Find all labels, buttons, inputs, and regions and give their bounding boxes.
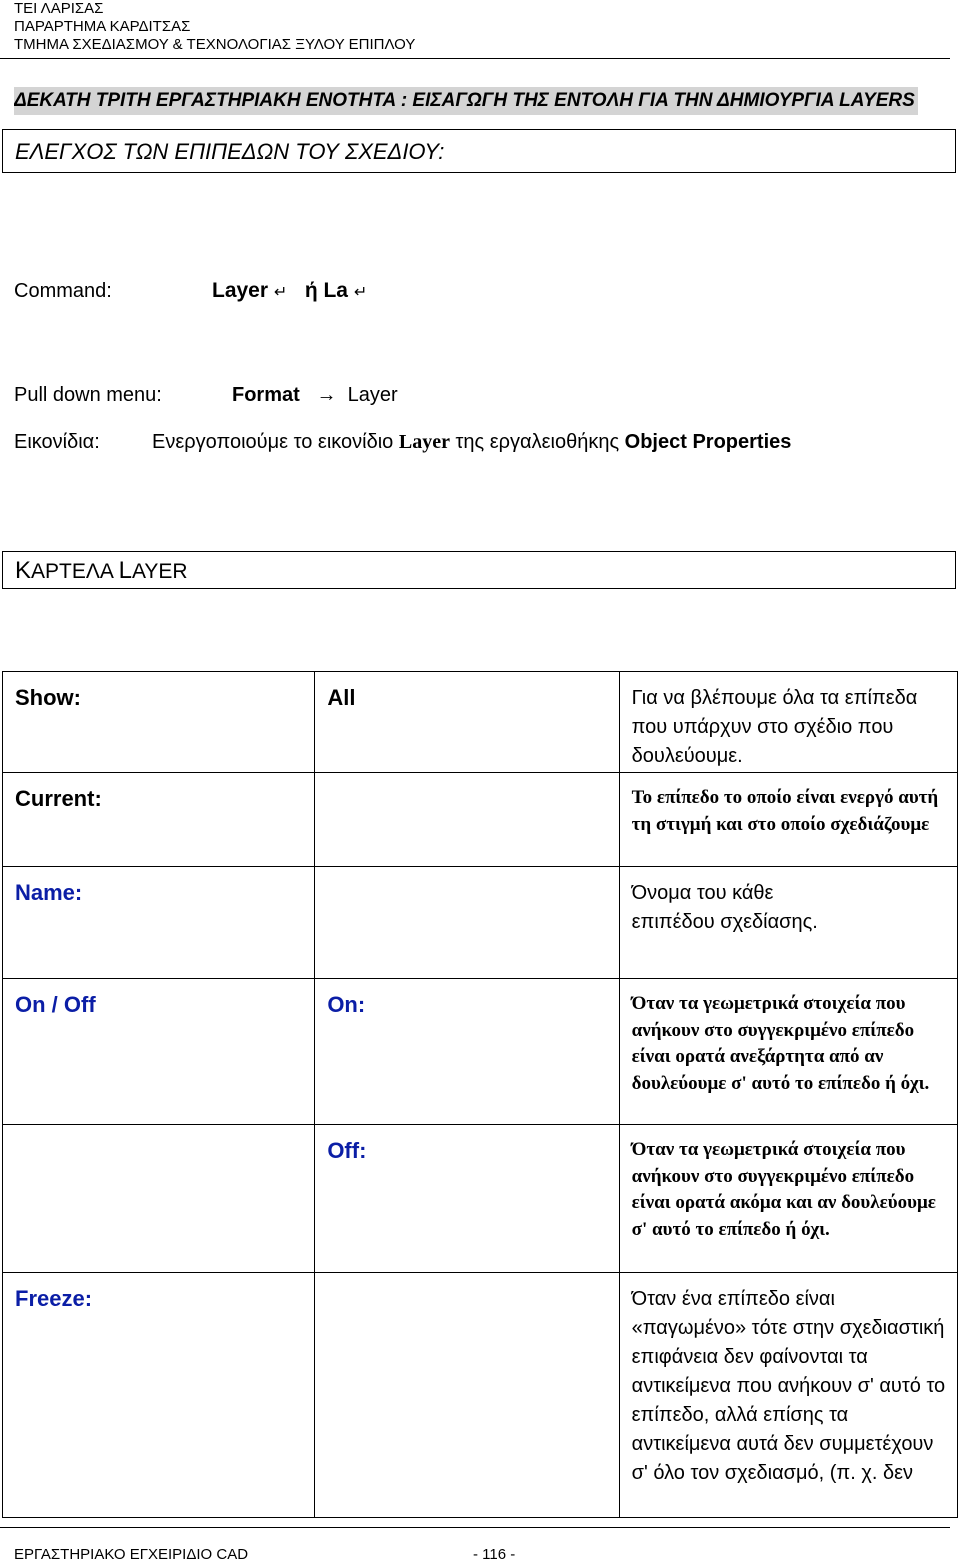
row-off-desc: Όταν τα γεωμετρικά στοιχεία που ανήκουν στο συγγεκριμένο επίπεδο είναι ορατά ακόμα και αν δουλεύουμε σ' αυτό το επίπεδο ή όχι. xyxy=(631,1139,936,1240)
table-cell xyxy=(315,1125,619,1273)
enter-icon: ↵ xyxy=(273,284,288,301)
page-number: - 116 - xyxy=(473,1546,516,1563)
footer-rule xyxy=(0,1527,950,1528)
table-cell xyxy=(315,979,619,1125)
row-on-value: On: xyxy=(327,992,366,1017)
table-row xyxy=(3,979,958,1125)
row-current-label: Current: xyxy=(15,786,102,811)
header-department: ΤΜΗΜΑ ΣΧΕΔΙΑΣΜΟΥ & ΤΕΧΝΟΛΟΓΙΑΣ ΞΥΛΟΥ ΕΠΙΠΛΟΥ xyxy=(14,36,416,53)
enter-icon-2: ↵ xyxy=(353,284,368,301)
header-rule xyxy=(0,58,950,59)
table-cell xyxy=(315,867,619,979)
table-cell xyxy=(619,672,957,773)
row-freeze-label: Freeze: xyxy=(15,1286,93,1311)
subtitle-box: ΕΛΕΓΧΟΣ ΤΩΝ ΕΠΙΠΕΔΩΝ ΤΟΥ ΣΧΕΔΙΟΥ: xyxy=(2,129,956,173)
tab-heading-k: Κ xyxy=(15,557,32,584)
arrow-right-icon: → xyxy=(316,384,337,406)
row-show-desc: Για να βλέπουμε όλα τα επίπεδα που υπάρχυν στο σχέδιο που δουλεύουμε. xyxy=(631,687,918,767)
row-off-value: Off: xyxy=(327,1138,367,1163)
row-name-label: Name: xyxy=(15,880,83,905)
row-freeze-desc: Όταν ένα επίπεδο είναι «παγωμένο» τότε στην σχεδιαστική επιφάνεια δεν φαίνονται τα αντικείμενα που ανήκουν σ' αυτό το επίπεδο, αλλά επίσης τα αντικείμενα αυτά δεν συμμετέχουν σ' όλο τον σχεδιασμό, (π. χ. δεν xyxy=(631,1288,946,1484)
section-title: ΔΕΚΑΤΗ ΤΡΙΤΗ ΕΡΓΑΣΤΗΡΙΑΚΗ ΕΝΟΤΗΤΑ : ΕΙΣΑΓΩΓΗ ΤΗΣ ΕΝΤΟΛΗ ΓΙΑ ΤΗΝ ΔΗΜΙΟΥΡΓΙΑ LAYERS xyxy=(14,87,918,115)
tab-heading-ayer: AYER xyxy=(131,560,188,583)
tab-heading-l: L xyxy=(118,557,132,584)
table-cell xyxy=(315,672,619,773)
command-label: Command: xyxy=(14,280,112,302)
footer-title: ΕΡΓΑΣΤΗΡΙΑΚΟ ΕΓΧΕΙΡΙΔΙΟ CAD xyxy=(14,1546,249,1563)
row-current-desc: Το επίπεδο το οποίο είναι ενεργό αυτή τη στιγμή και στο οποίο σχεδιάζουμε xyxy=(631,787,939,835)
tab-heading-artela: ΑΡΤΕΛΑ xyxy=(31,560,113,583)
row-name-desc: Όνομα του κάθε επιπέδου σχεδίασης. xyxy=(631,882,818,933)
table-cell xyxy=(619,773,957,867)
table-row xyxy=(3,867,958,979)
table-row xyxy=(3,1125,958,1273)
table-cell xyxy=(619,1125,957,1273)
table-cell xyxy=(619,1273,957,1518)
table-cell xyxy=(619,867,957,979)
tab-heading-box xyxy=(2,551,956,589)
table-cell xyxy=(3,1273,315,1518)
command-value xyxy=(212,277,367,307)
row-name-value xyxy=(315,867,618,879)
command-or-la: ή La xyxy=(304,279,348,302)
layer-properties-table xyxy=(2,671,958,1518)
row-off-label xyxy=(3,1125,314,1137)
row-current-value xyxy=(315,773,618,785)
table-row xyxy=(3,773,958,867)
row-on-desc: Όταν τα γεωμετρικά στοιχεία που ανήκουν στο συγγεκριμένο επίπεδο είναι ορατά ανεξάρτητα από αν δουλεύουμε σ' αυτό το επίπεδο ή όχι. xyxy=(631,993,930,1094)
pulldown-item: Layer xyxy=(347,384,398,406)
table-cell xyxy=(3,773,315,867)
header-branch: ΠΑΡΑΡΤΗΜΑ ΚΑΡΔΙΤΣΑΣ xyxy=(14,18,191,35)
pulldown-value xyxy=(232,381,398,409)
icons-text2: της εργαλειοθήκης xyxy=(455,431,620,453)
row-show-value: All xyxy=(327,685,356,710)
table-row xyxy=(3,672,958,773)
icons-icon-name: Layer xyxy=(398,431,450,453)
row-freeze-value xyxy=(315,1273,618,1285)
icons-toolbar: Object Properties xyxy=(624,431,792,453)
table-cell xyxy=(3,672,315,773)
icons-value xyxy=(152,428,791,456)
table-row xyxy=(3,1273,958,1518)
table-cell xyxy=(619,979,957,1125)
table-cell xyxy=(315,1273,619,1518)
row-show-label: Show: xyxy=(15,685,81,710)
table-cell xyxy=(3,1125,315,1273)
icons-text1: Ενεργοποιούμε το εικονίδιο xyxy=(152,431,394,453)
pulldown-menu: Format xyxy=(232,384,300,406)
table-cell xyxy=(3,867,315,979)
pulldown-label: Pull down menu: xyxy=(14,384,162,406)
table-cell xyxy=(3,979,315,1125)
row-onoff-label: On / Off xyxy=(15,992,96,1017)
icons-label: Εικονίδια: xyxy=(14,431,100,453)
table-cell xyxy=(315,773,619,867)
header-institution: ΤΕΙ ΛΑΡΙΣΑΣ xyxy=(14,0,104,17)
command-layer: Layer xyxy=(212,279,269,302)
